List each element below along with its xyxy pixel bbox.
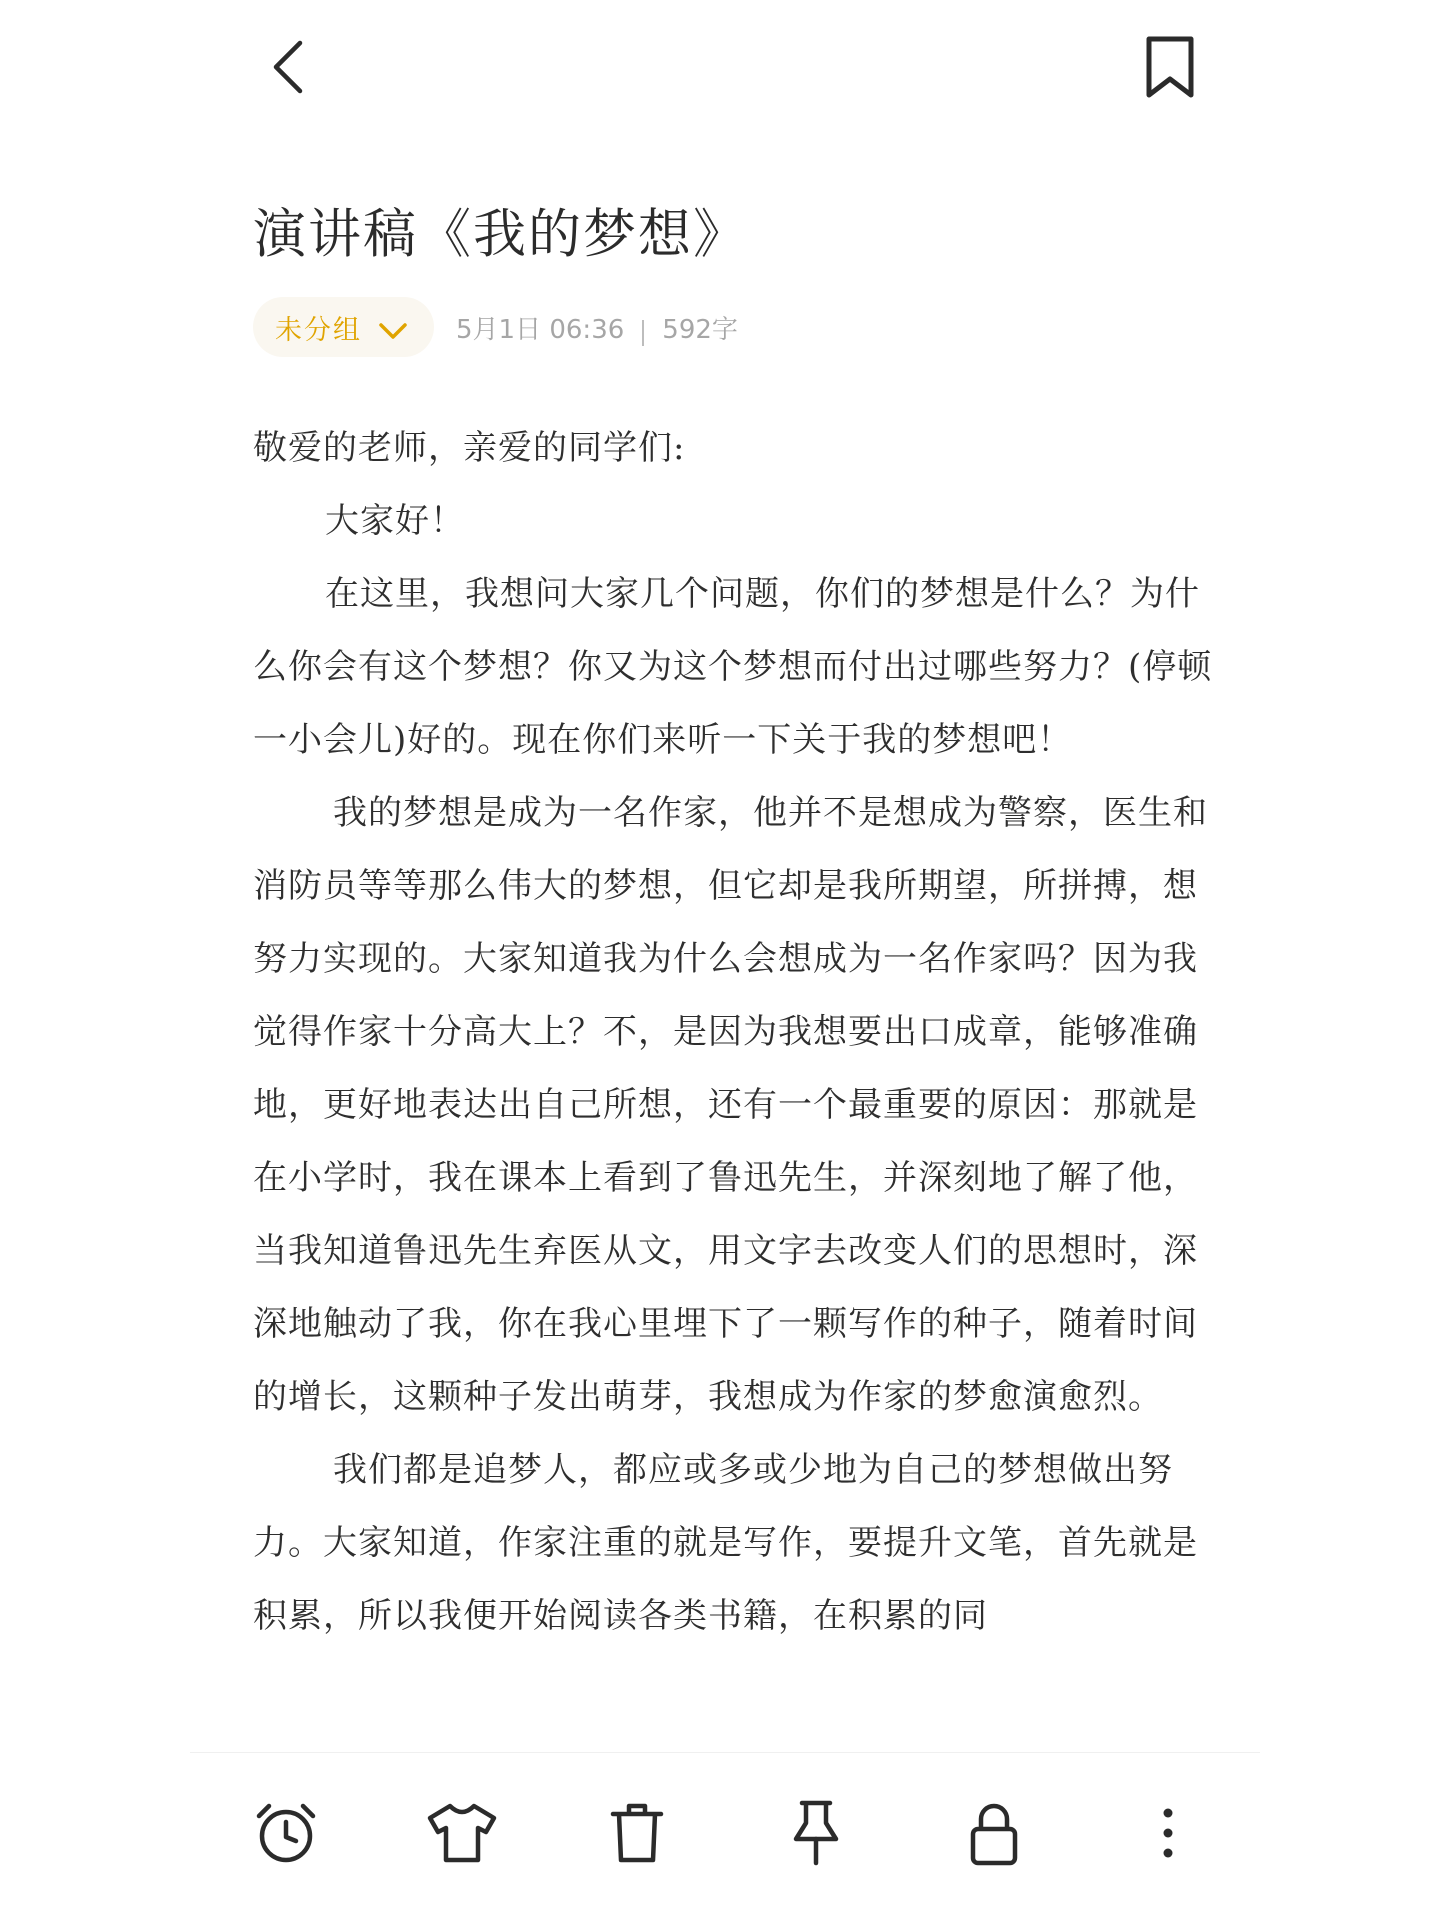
- word-count: 592字: [662, 314, 738, 345]
- bottom-toolbar: [190, 1752, 1260, 1921]
- bookmark-icon: [1144, 35, 1196, 99]
- theme-button[interactable]: [422, 1793, 502, 1873]
- paragraph-effort: 我们都是追梦人，都应或多或少地为自己的梦想做出努力。大家知道，作家注重的就是写作，要提升文笔，首先就是积累，所以我便开始阅读各类书籍，在积累的同: [253, 1450, 1198, 1636]
- note-title[interactable]: 演讲稿《我的梦想》: [253, 204, 748, 265]
- pin-icon: [788, 1799, 844, 1867]
- alarm-clock-icon: [253, 1800, 319, 1866]
- bookmark-button[interactable]: [1138, 32, 1202, 102]
- pin-button[interactable]: [776, 1793, 856, 1873]
- back-button[interactable]: [258, 34, 318, 100]
- paragraph-hello: 大家好！: [325, 501, 465, 541]
- meta-divider: [642, 320, 644, 346]
- more-button[interactable]: [1128, 1793, 1208, 1873]
- lock-icon: [968, 1799, 1020, 1867]
- trash-icon: [609, 1800, 665, 1866]
- note-body[interactable]: [253, 412, 1213, 1752]
- chevron-left-icon: [268, 37, 308, 97]
- note-meta: [253, 297, 738, 357]
- more-vertical-icon: [1160, 1805, 1176, 1861]
- delete-button[interactable]: [597, 1793, 677, 1873]
- paragraph-questions: 在这里，我想问大家几个问题，你们的梦想是什么？为什么你会有这个梦想？你又为这个梦想而付出过哪些努力？(停顿一小会儿)好的。现在你们来听一下关于我的梦想吧！: [253, 574, 1213, 760]
- group-label: 未分组: [275, 314, 362, 346]
- chevron-down-icon: [378, 314, 408, 340]
- shirt-icon: [426, 1802, 498, 1864]
- reminder-button[interactable]: [246, 1793, 326, 1873]
- lock-button[interactable]: [954, 1793, 1034, 1873]
- top-bar: [0, 0, 1440, 140]
- paragraph-dream: 我的梦想是成为一名作家，他并不是想成为警察，医生和消防员等等那么伟大的梦想，但它却是我所期望，所拼搏，想努力实现的。大家知道我为什么会想成为一名作家吗？因为我觉得作家十分高大上？不，是因为我想要出口成章，能够准确地，更好地表达出自己所想，还有一个最重要的原因：那就是在小学时，我在课本上看到了鲁迅先生，并深刻地了解了他，当我知道鲁迅先生弃医从文，用文字去改变人们的思想时，深深地触动了我，你在我心里埋下了一颗写作的种子，随着时间的增长，这颗种子发出萌芽，我想成为作家的梦愈演愈烈。: [253, 793, 1208, 1417]
- note-date: 5月1日 06:36: [456, 314, 625, 345]
- group-selector[interactable]: [253, 297, 434, 357]
- paragraph-greeting: 敬爱的老师，亲爱的同学们:: [253, 428, 686, 468]
